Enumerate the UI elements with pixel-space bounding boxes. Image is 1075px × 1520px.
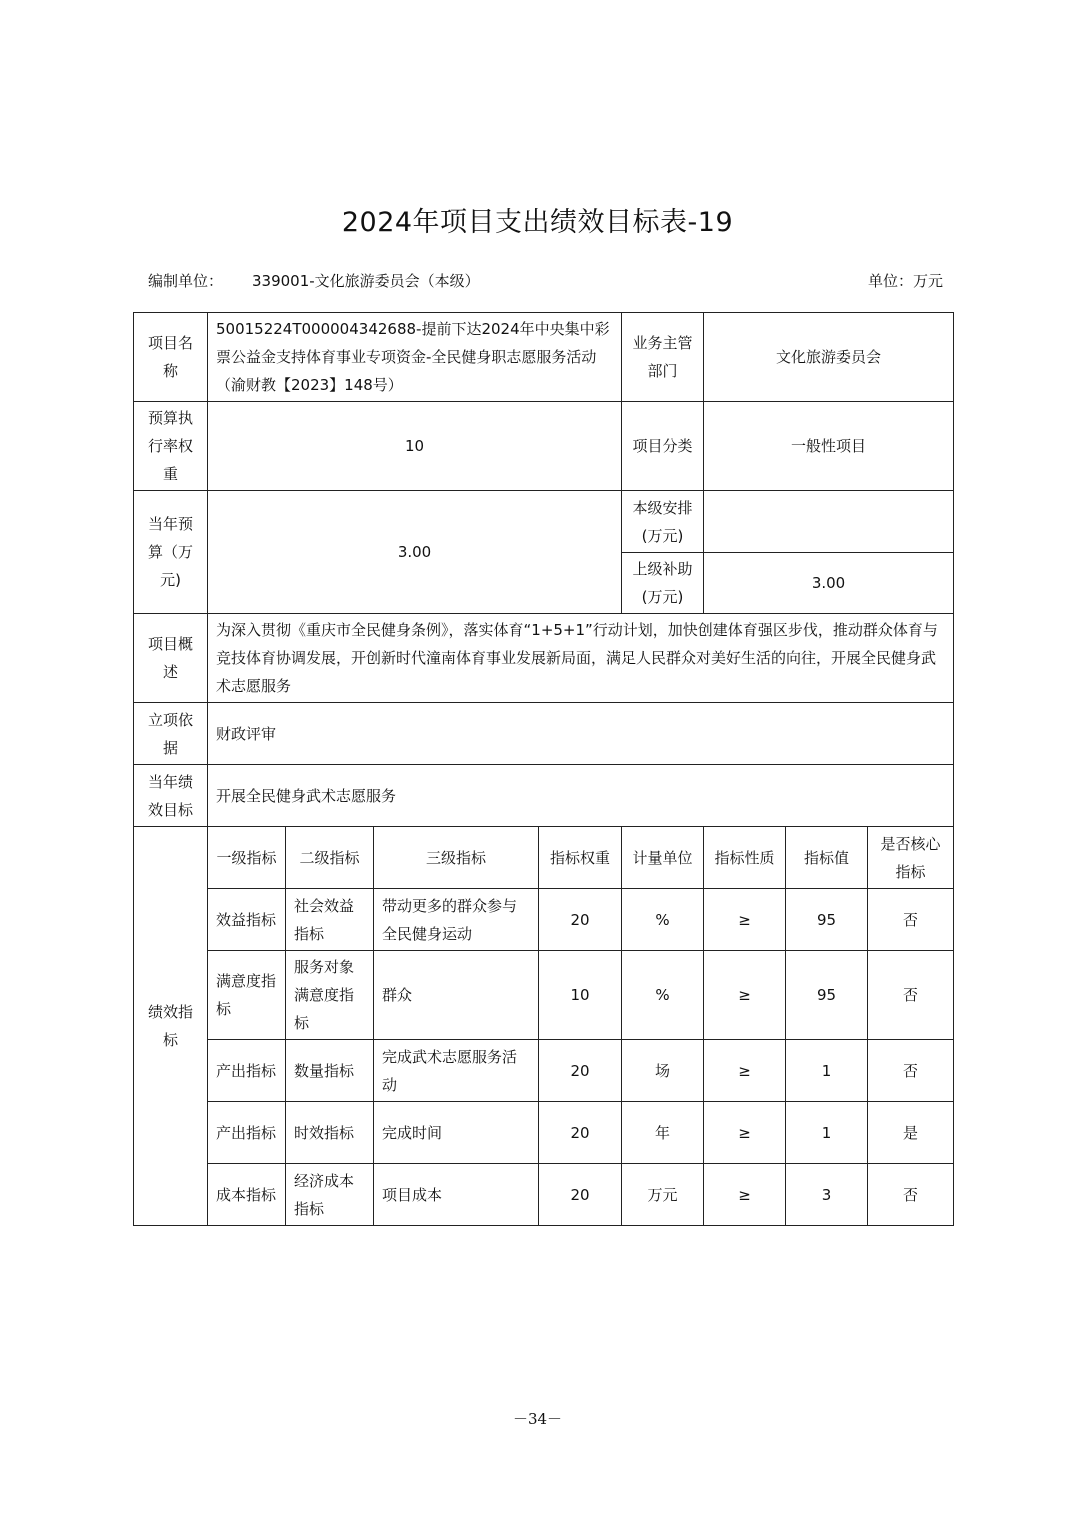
value-overview: 为深入贯彻《重庆市全民健身条例》，落实体育“1+5+1”行动计划，加快创建体育强区步伐，推动群众体育与竞技体育协调发展，开创新时代潼南体育事业发展新局面，满足人民群众对美好生活的向往，开展全民健身武术志愿服务 — [208, 614, 954, 703]
cell-l2: 时效指标 — [286, 1102, 374, 1164]
label-exec-weight: 预算执行率权重 — [134, 402, 208, 491]
org-value: 339001-文化旅游委员会（本级） — [252, 272, 480, 290]
cell-unit: 场 — [622, 1040, 704, 1102]
cell-weight: 10 — [539, 951, 622, 1040]
value-dept: 文化旅游委员会 — [704, 313, 954, 402]
cell-unit: % — [622, 889, 704, 951]
header-l2: 二级指标 — [286, 827, 374, 889]
cell-l2: 数量指标 — [286, 1040, 374, 1102]
label-goal: 当年绩效目标 — [134, 765, 208, 827]
label-local: 本级安排(万元) — [622, 491, 704, 553]
value-local — [704, 491, 954, 553]
cell-l1: 产出指标 — [208, 1040, 286, 1102]
cell-weight: 20 — [539, 889, 622, 951]
org-label: 编制单位： — [148, 272, 224, 290]
header-value: 指标值 — [786, 827, 868, 889]
label-upper: 上级补助(万元) — [622, 553, 704, 614]
header-weight: 指标权重 — [539, 827, 622, 889]
performance-table — [133, 312, 954, 1226]
header-l1: 一级指标 — [208, 827, 286, 889]
cell-value: 1 — [786, 1102, 868, 1164]
table-row — [134, 889, 954, 951]
table-row — [134, 1102, 954, 1164]
table-row — [134, 1164, 954, 1226]
cell-nature: ≥ — [704, 1040, 786, 1102]
cell-l3: 完成武术志愿服务活动 — [374, 1040, 539, 1102]
cell-l3: 完成时间 — [374, 1102, 539, 1164]
cell-value: 3 — [786, 1164, 868, 1226]
cell-l2: 经济成本指标 — [286, 1164, 374, 1226]
cell-value: 95 — [786, 951, 868, 1040]
value-category: 一般性项目 — [704, 402, 954, 491]
cell-value: 95 — [786, 889, 868, 951]
cell-weight: 20 — [539, 1164, 622, 1226]
value-project-name: 50015224T000004342688-提前下达2024年中央集中彩票公益金支持体育事业专项资金-全民健身职志愿服务活动（渝财教【2023】148号） — [208, 313, 622, 402]
cell-l3: 带动更多的群众参与全民健身运动 — [374, 889, 539, 951]
cell-unit: % — [622, 951, 704, 1040]
cell-core: 否 — [868, 951, 954, 1040]
cell-nature: ≥ — [704, 1102, 786, 1164]
value-exec-weight: 10 — [208, 402, 622, 491]
header-meta — [148, 270, 943, 294]
label-category: 项目分类 — [622, 402, 704, 491]
label-indicators: 绩效指标 — [134, 827, 208, 1226]
cell-unit: 年 — [622, 1102, 704, 1164]
cell-l1: 成本指标 — [208, 1164, 286, 1226]
unit-label: 单位：万元 — [867, 272, 943, 290]
cell-nature: ≥ — [704, 889, 786, 951]
value-budget: 3.00 — [208, 491, 622, 614]
cell-core: 否 — [868, 889, 954, 951]
value-upper: 3.00 — [704, 553, 954, 614]
table-row — [134, 1040, 954, 1102]
page-title: 2024年项目支出绩效目标表-19 — [341, 207, 734, 238]
cell-l2: 社会效益指标 — [286, 889, 374, 951]
cell-weight: 20 — [539, 1102, 622, 1164]
cell-l3: 项目成本 — [374, 1164, 539, 1226]
cell-l1: 效益指标 — [208, 889, 286, 951]
table-row — [134, 951, 954, 1040]
cell-value: 1 — [786, 1040, 868, 1102]
cell-nature: ≥ — [704, 951, 786, 1040]
header-core: 是否核心指标 — [868, 827, 954, 889]
cell-weight: 20 — [539, 1040, 622, 1102]
header-l3: 三级指标 — [374, 827, 539, 889]
cell-core: 否 — [868, 1040, 954, 1102]
cell-nature: ≥ — [704, 1164, 786, 1226]
cell-l1: 产出指标 — [208, 1102, 286, 1164]
header-nature: 指标性质 — [704, 827, 786, 889]
cell-l2: 服务对象满意度指标 — [286, 951, 374, 1040]
label-budget: 当年预算（万元) — [134, 491, 208, 614]
header-unit: 计量单位 — [622, 827, 704, 889]
page-number: －34－ — [512, 1410, 563, 1428]
cell-core: 否 — [868, 1164, 954, 1226]
cell-core: 是 — [868, 1102, 954, 1164]
label-overview: 项目概述 — [134, 614, 208, 703]
value-basis: 财政评审 — [208, 703, 954, 765]
cell-l1: 满意度指标 — [208, 951, 286, 1040]
label-dept: 业务主管部门 — [622, 313, 704, 402]
cell-l3: 群众 — [374, 951, 539, 1040]
value-goal: 开展全民健身武术志愿服务 — [208, 765, 954, 827]
label-basis: 立项依据 — [134, 703, 208, 765]
label-project-name: 项目名称 — [134, 313, 208, 402]
cell-unit: 万元 — [622, 1164, 704, 1226]
